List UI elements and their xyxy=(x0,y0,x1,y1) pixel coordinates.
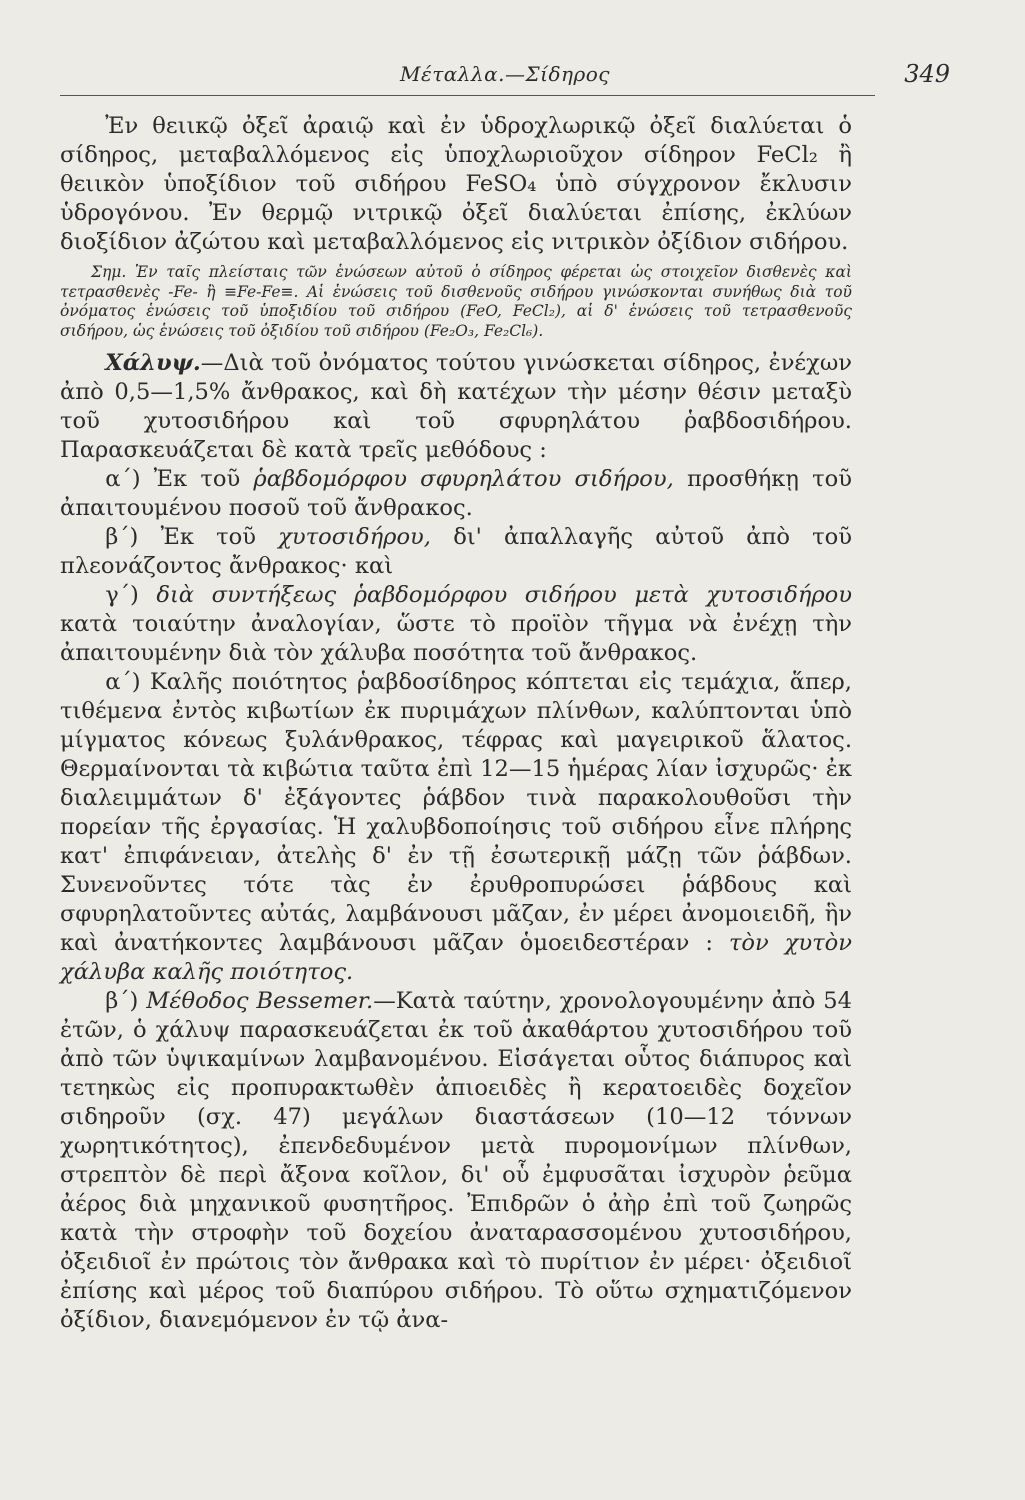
section-bessemer xyxy=(60,987,852,1335)
method-marker: β΄) xyxy=(105,524,139,550)
section-marker: β΄) xyxy=(105,988,139,1014)
note-label: Σημ. xyxy=(91,263,127,281)
method-emph: διὰ συντήξεως ῥαβδομόρφου σιδήρου μετὰ χυτοσιδήρου xyxy=(156,582,852,608)
method-marker: α΄) xyxy=(105,466,141,492)
method-emph: ῥαβδομόρφου σφυρηλάτου σιδήρου, xyxy=(253,466,674,492)
section-text: —Κατὰ ταύτην, χρονολογουμένην ἀπὸ 54 ἐτῶν, ὁ χάλυψ παρασκευάζεται ἐκ τοῦ ἀκαθάρτου χυτοσιδήρου τοῦ ἀπὸ τῶν ὑψικαμίνων λαμβανομένου. Εἰσάγεται οὗτος διάπυρος καὶ τετηκὼς εἰς προπυρακτωθὲν ἀπιοειδὲς ἢ κερατοειδὲς δοχεῖον σιδηροῦν (σχ. 47) μεγάλων διαστάσεων (10—12 τόννων χωρητικότητος), ἐπενδεδυμένον μετὰ πυρομονίμων πλίνθων, στρεπτὸν δὲ περὶ ἄξονα κοῖλον, δι' οὗ ἐμφυσᾶται ἰσχυρὸν ῥεῦμα ἀέρος διὰ μηχανικοῦ φυσητῆρος. Ἐπιδρῶν ὁ ἀὴρ ἐπὶ τοῦ ζωηρῶς κατὰ τὴν στροφὴν τοῦ δοχείου ἀναταρασσομένου χυτοσιδήρου, ὀξειδιοῖ ἐν πρώτοις τὸν ἄνθρακα καὶ τὸ πυρίτιον ἐν μέρει· ὀξειδιοῖ ἐπίσης καὶ μέρος τοῦ διαπύρου σιδήρου. Τὸ οὕτω σχηματιζόμενον ὀξίδιον, διανεμόμενον ἐν τῷ ἀνα- xyxy=(60,988,852,1333)
body-text xyxy=(60,112,852,1335)
paragraph-iron-acids: Ἐν θειικῷ ὀξεῖ ἀραιῷ καὶ ἐν ὑδροχλωρικῷ ὀξεῖ διαλύεται ὁ σίδηρος, μεταβαλλόμενος εἰς ὑποχλωριοῦχον σίδηρον FeCl₂ ἢ θειικὸν ὑποξίδιον τοῦ σιδήρου FeSO₄ ὑπὸ σύγχρονον ἔκλυσιν ὑδρογόνου. Ἐν θερμῷ νιτρικῷ ὀξεῖ διαλύεται ἐπίσης, ἐκλύων διοξίδιον ἀζώτου καὶ μεταβαλλόμενος εἰς νιτρικὸν ὀξίδιον σιδήρου. xyxy=(60,113,852,255)
note-text: Ἐν ταῖς πλείσταις τῶν ἑνώσεων αὐτοῦ ὁ σίδηρος φέρεται ὡς στοιχεῖον δισθενὲς καὶ τετρασθενὲς -Fe- ἢ ≡Fe-Fe≡. Αἱ ἑνώσεις τοῦ δισθενοῦς σιδήρου γινώσκονται συνήθως διὰ τοῦ ὀνόματος ἑνώσεις τοῦ ὑποξιδίου τοῦ σιδήρου (FeO, FeCl₂), αἱ δ' ἑνώσεις τοῦ τετρασθενοῦς σιδήρου, ὡς ἑνώσεις τοῦ ὀξιδίου τοῦ σιδήρου (Fe₂O₃, Fe₂Cl₆). xyxy=(60,263,852,340)
steel-text: —Διὰ τοῦ ὀνόματος τούτου γινώσκεται σίδηρος, ἐνέχων ἀπὸ 0,5—1,5% ἄνθρακος, καὶ δὴ κατέχων τὴν μέσην θέσιν μεταξὺ τοῦ χυτοσιδήρου καὶ τοῦ σφυρηλάτου ῥαβδοσιδήρου. Παρασκευάζεται δὲ κατὰ τρεῖς μεθόδους : xyxy=(60,350,852,463)
paragraph-steel xyxy=(60,349,852,465)
section-tail: τὸν χυτὸν χάλυβα καλῆς ποιότητος. xyxy=(60,930,852,985)
method-item xyxy=(60,523,852,581)
section-title: Μέθοδος Bessemer. xyxy=(146,988,374,1014)
steel-term: Χάλυψ. xyxy=(105,350,201,376)
method-item xyxy=(60,581,852,668)
section-text: Καλῆς ποιότητος ῥαβδοσίδηρος κόπτεται εἰς τεμάχια, ἅπερ, τιθέμενα ἐντὸς κιβωτίων ἐκ πυριμάχων πλίνθων, καλύπτονται ὑπὸ μίγματος κόνεως ξυλάνθρακος, τέφρας καὶ μαγειρικοῦ ἅλατος. Θερμαίνονται τὰ κιβώτια ταῦτα ἐπὶ 12—15 ἡμέρας λίαν ἰσχυρῶς· ἐκ διαλειμμάτων δ' ἐξάγοντες ῥάβδον τινὰ παρακολουθοῦσι τὴν πορείαν τῆς ἐργασίας. Ἡ χαλυβδοποίησις τοῦ σιδήρου εἶνε πλήρης κατ' ἐπιφάνειαν, ἀτελὴς δ' ἐν τῇ ἐσωτερικῇ μάζῃ τῶν ῥάβδων. Συνενοῦντες τότε τὰς ἐν ἐρυθροπυρώσει ῥάβδους καὶ σφυρηλατοῦντες αὐτάς, λαμβάνουσι μᾶζαν, ἐν μέρει ἀνομοιειδῆ, ἣν καὶ ἀνατήκοντες λαμβάνουσι μᾶζαν ὁμοειδεστέραν : xyxy=(60,669,852,956)
method-emph: χυτοσιδήρου, xyxy=(278,524,431,550)
section-marker: α΄) xyxy=(105,669,141,695)
method-lead: Ἐκ τοῦ xyxy=(153,466,241,492)
method-rest: κατὰ τοιαύτην ἀναλογίαν, ὥστε τὸ προϊὸν τῆγμα νὰ ἐνέχῃ τὴν ἀπαιτουμένην διὰ τὸν χάλυβα ποσότητα τοῦ ἄνθρακος. xyxy=(60,611,852,666)
section-cementation xyxy=(60,668,852,987)
note-paragraph xyxy=(60,263,852,341)
method-rest: δι' ἀπαλλαγῆς αὐτοῦ ἀπὸ τοῦ πλεονάζοντος ἄνθρακος· καὶ xyxy=(60,524,852,579)
page-header xyxy=(60,58,950,98)
page-number: 349 xyxy=(904,60,950,88)
header-rule xyxy=(60,95,875,96)
method-item xyxy=(60,465,852,523)
method-lead: Ἐκ τοῦ xyxy=(160,524,257,550)
running-title: Μέταλλα.—Σίδηρος xyxy=(399,62,610,86)
method-rest: προσθήκῃ τοῦ ἀπαιτουμένου ποσοῦ τοῦ ἄνθρακος. xyxy=(60,466,852,521)
method-marker: γ΄) xyxy=(105,582,139,608)
